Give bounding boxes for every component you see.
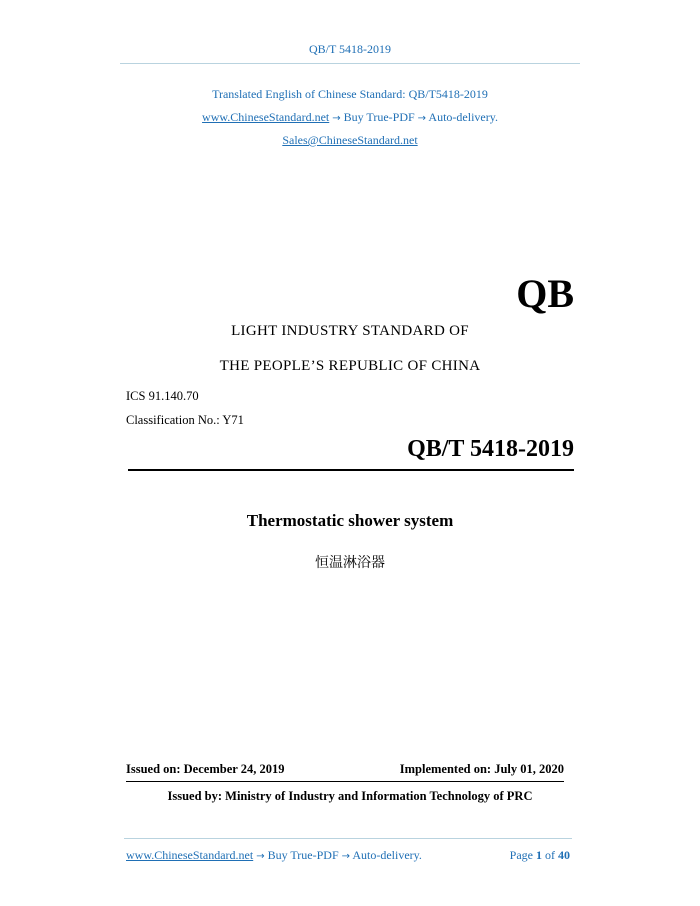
header-divider [120, 63, 580, 64]
code-divider [128, 469, 574, 471]
translation-note: Translated English of Chinese Standard: QB/T5418-2019 [212, 87, 488, 101]
auto-delivery-text: Auto-delivery. [428, 110, 498, 124]
issued-on: Issued on: December 24, 2019 [126, 762, 285, 776]
footer-auto-delivery-text: Auto-delivery. [352, 848, 422, 862]
standard-type-line2: THE PEOPLE’S REPUBLIC OF CHINA [219, 358, 481, 374]
sales-line [0, 133, 700, 148]
standard-code: QB/T 5418-2019 [407, 436, 574, 462]
buy-pdf-text: Buy True-PDF [343, 110, 415, 124]
footer-divider [124, 838, 572, 839]
standard-type-line1: LIGHT INDUSTRY STANDARD OF [231, 323, 469, 339]
footer-buy-pdf-text: Buy True-PDF [267, 848, 339, 862]
footer-site-link[interactable]: www.ChineseStandard.net [126, 848, 254, 862]
sales-email-link[interactable]: Sales@ChineseStandard.net [282, 133, 418, 147]
arrow-icon: → [256, 851, 265, 862]
arrow-icon: → [332, 113, 341, 124]
ics-number: ICS 91.140.70 [126, 389, 199, 403]
site-link[interactable]: www.ChineseStandard.net [202, 110, 330, 124]
arrow-icon: → [341, 851, 351, 862]
issue-divider [126, 781, 564, 782]
qb-logo: QB [516, 271, 574, 316]
classification-number: Classification No.: Y71 [126, 413, 244, 427]
page-label: Page [509, 848, 533, 862]
implemented-on: Implemented on: July 01, 2020 [399, 762, 564, 776]
arrow-icon: → [417, 113, 427, 124]
document-title: Thermostatic shower system [246, 511, 454, 530]
running-header: QB/T 5418-2019 [308, 42, 392, 56]
footer-promo [126, 848, 422, 863]
promo-line [0, 110, 700, 125]
page-total: 40 [558, 848, 570, 862]
document-title-chinese: 恒温淋浴器 [315, 555, 385, 571]
page-current: 1 [536, 848, 542, 862]
issued-by: Issued by: Ministry of Industry and Information Technology of PRC [167, 789, 533, 803]
page-of: of [545, 848, 555, 862]
page-number [510, 848, 570, 863]
